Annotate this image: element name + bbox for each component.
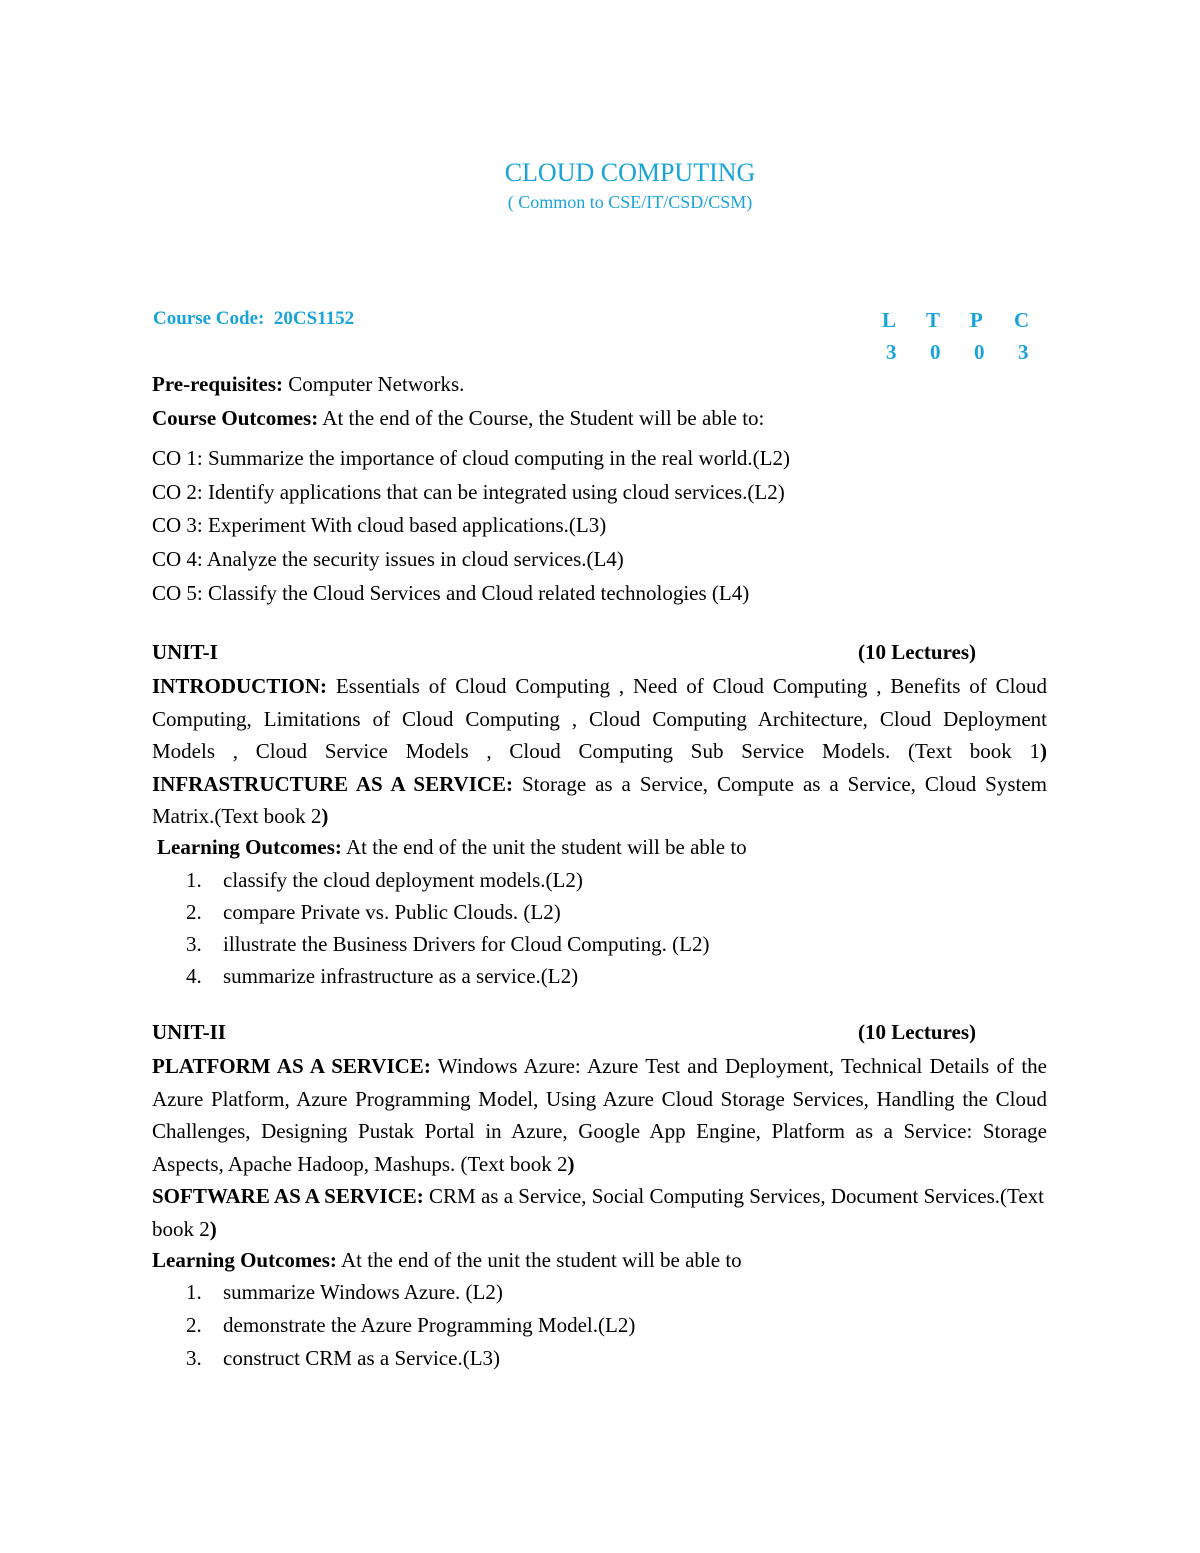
unit1-lo-label: Learning Outcomes: [157, 835, 342, 859]
course-outcomes-label: Course Outcomes: [152, 406, 319, 430]
unit2-saas-label: SOFTWARE AS A SERVICE: [152, 1184, 424, 1208]
unit2-paas-text: Windows Azure: Azure Test and Deployment, Technical Details of the Azure Platform, Azure Programming Model, Using Azure Cloud Storage Services, Handling the Cloud Challenges, Designing Pustak Portal in Azure, Google App Engine, Platform as a Service: Storage Aspects, Apache Hadoop, Mashups. (Text book 2 [152, 1054, 1047, 1176]
ltpc-value-p: 0 [974, 340, 985, 364]
course-subtitle: ( Common to CSE/IT/CSD/CSM) [507, 192, 753, 212]
prerequisites-label: Pre-requisites: [152, 372, 284, 396]
unit2-saas-close: ) [209, 1216, 217, 1241]
course-outcome-item: CO 1: Summarize the importance of cloud computing in the real world.(L2) [152, 446, 790, 470]
list-item: 1. classify the cloud deployment models.(L2) [186, 868, 583, 892]
ltpc-label-c: C [1014, 308, 1030, 332]
ltpc-label-t: T [926, 308, 941, 332]
course-outcomes-intro [152, 406, 764, 431]
unit1-intro-text: Essentials of Cloud Computing , Need of Cloud Computing , Benefits of Cloud Computing, Limitations of Cloud Computing , Cloud Computing Architecture, Cloud Deployment Models , Cloud Service Models , Cloud Computing Sub Service Models. (Text book 1 [152, 674, 1047, 763]
ltpc-label-l: L [882, 308, 897, 332]
list-item: 2. compare Private vs. Public Clouds. (L2) [186, 900, 561, 924]
ltpc-value-c: 3 [1018, 340, 1029, 364]
unit1-heading: UNIT-I [152, 640, 218, 664]
unit1-lectures: (10 Lectures) [858, 640, 976, 664]
course-code-label: Course Code: [153, 308, 265, 329]
ltpc-values [886, 340, 1062, 365]
unit1-lo-text: At the end of the unit the student will be able to [341, 835, 747, 859]
unit1-iaas-label: INFRASTRUCTURE AS A SERVICE: [152, 771, 514, 796]
unit1-iaas-close: ) [321, 804, 329, 828]
course-outcome-item: CO 5: Classify the Cloud Services and Cloud related technologies (L4) [152, 581, 750, 605]
unit2-lo-text: At the end of the unit the student will be able to [336, 1248, 742, 1272]
list-item: 4. summarize infrastructure as a service.(L2) [186, 964, 579, 988]
ltpc-labels [882, 308, 1058, 333]
prerequisites-text: Computer Networks. [283, 372, 465, 396]
course-title: CLOUD COMPUTING [504, 158, 756, 187]
unit2-lectures: (10 Lectures) [858, 1020, 976, 1044]
unit2-learning-outcomes [152, 1248, 742, 1273]
unit2-paas-close: ) [567, 1151, 575, 1176]
unit1-intro-label: INTRODUCTION: [152, 674, 328, 698]
course-code-value: 20CS1152 [273, 308, 355, 329]
unit2-paas-content [152, 1050, 1047, 1180]
unit2-paas-label: PLATFORM AS A SERVICE: [152, 1054, 431, 1078]
ltpc-value-l: 3 [886, 340, 897, 364]
prerequisites [152, 372, 464, 397]
ltpc-label-p: P [970, 308, 983, 332]
course-outcome-item: CO 4: Analyze the security issues in cloud services.(L4) [152, 547, 624, 571]
unit1-iaas-text: Storage as a Service, Compute as a Service, Cloud System Matrix.(Text book 2 [152, 771, 1047, 828]
unit2-saas-text: CRM as a Service, Social Computing Services, Document Services.(Text book 2 [152, 1184, 1045, 1241]
course-outcome-item: CO 3: Experiment With cloud based applications.(L3) [152, 513, 607, 537]
unit1-intro-close: ) [1040, 739, 1047, 763]
list-item: 3. construct CRM as a Service.(L3) [186, 1346, 501, 1370]
course-outcomes-text: At the end of the Course, the Student will be able to: [318, 406, 765, 430]
list-item: 2. demonstrate the Azure Programming Model.(L2) [186, 1313, 636, 1337]
list-item: 3. illustrate the Business Drivers for Cloud Computing. (L2) [186, 932, 710, 956]
course-code [153, 308, 354, 330]
list-item: 1. summarize Windows Azure. (L2) [186, 1280, 503, 1304]
unit1-learning-outcomes [157, 835, 747, 860]
unit2-saas-content [152, 1180, 1047, 1245]
unit2-lo-label: Learning Outcomes: [152, 1248, 337, 1272]
course-outcome-item: CO 2: Identify applications that can be integrated using cloud services.(L2) [152, 480, 785, 504]
unit1-content [152, 670, 1047, 833]
ltpc-value-t: 0 [930, 340, 941, 364]
unit2-heading: UNIT-II [152, 1020, 226, 1044]
